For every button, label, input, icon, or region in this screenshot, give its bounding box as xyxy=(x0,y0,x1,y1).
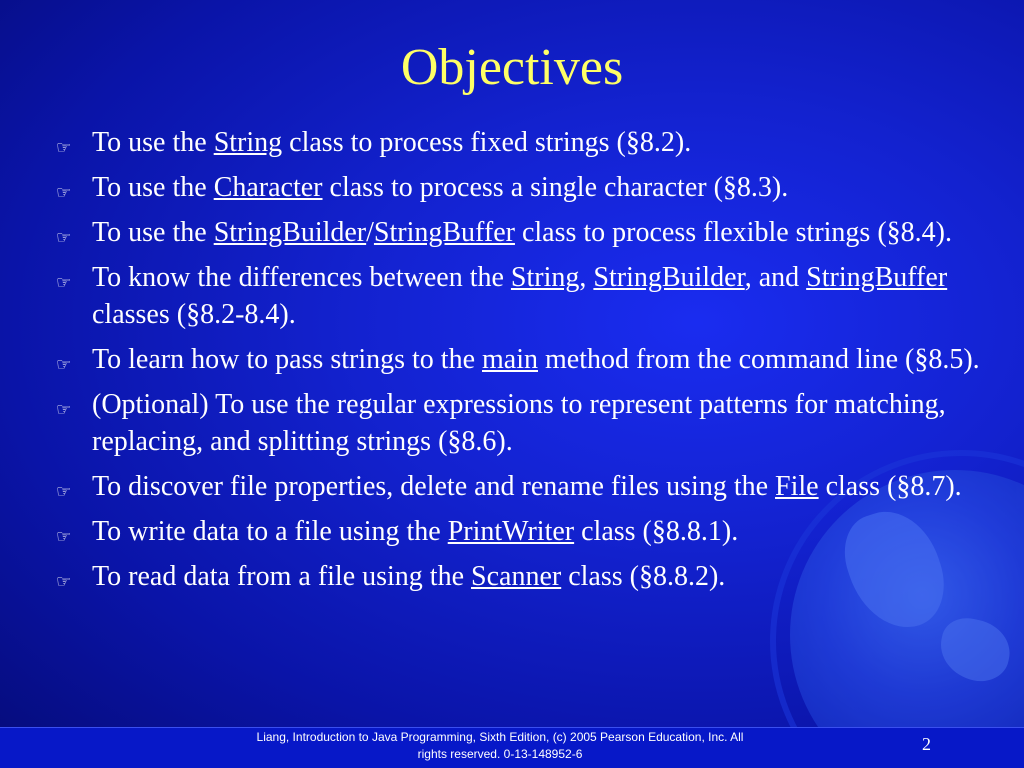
keyword-link[interactable]: main xyxy=(482,344,538,375)
objective-text: , xyxy=(579,262,594,293)
pointing-hand-icon: ☞ xyxy=(56,273,72,293)
objective-text: To write data to a file using the xyxy=(92,516,448,547)
footer-copyright xyxy=(200,729,800,763)
keyword-link[interactable]: String xyxy=(510,262,580,293)
objective-item xyxy=(56,341,1001,378)
globe-land-decoration xyxy=(935,613,1016,686)
slide-title: Objectives xyxy=(400,39,624,96)
pointing-hand-icon: ☞ xyxy=(56,355,72,375)
pointing-hand-icon: ☞ xyxy=(56,572,72,592)
footer-line: Liang, Introduction to Java Programming, Sixth Edition, (c) 2005 Pearson Education, Inc. All xyxy=(256,730,744,744)
objective-text: classes (§8.2-8.4). xyxy=(92,299,296,330)
keyword-link[interactable]: File xyxy=(775,471,819,502)
objectives-list xyxy=(56,124,1001,603)
objective-text: , and xyxy=(744,262,807,293)
objective-text: class to process a single character (§8.3). xyxy=(322,172,789,203)
objective-item xyxy=(56,386,1001,460)
objective-text: To use the xyxy=(92,217,214,248)
pointing-hand-icon: ☞ xyxy=(56,482,72,502)
pointing-hand-icon: ☞ xyxy=(56,138,72,158)
keyword-link[interactable]: String xyxy=(213,127,283,158)
objective-text: To read data from a file using the xyxy=(92,561,472,592)
keyword-link[interactable]: StringBuilder xyxy=(213,217,367,248)
objective-item xyxy=(56,513,1001,550)
objective-text: To know the differences between the xyxy=(92,262,511,293)
footer-line: rights reserved. 0-13-148952-6 xyxy=(417,747,583,761)
pointing-hand-icon: ☞ xyxy=(56,228,72,248)
objective-text: class to process fixed strings (§8.2). xyxy=(282,127,692,158)
objective-text: class (§8.8.1). xyxy=(574,516,739,547)
page-number: 2 xyxy=(922,734,931,754)
objective-text: To use the xyxy=(92,127,214,158)
keyword-link[interactable]: StringBuilder xyxy=(593,262,745,293)
keyword-link[interactable]: StringBuffer xyxy=(806,262,948,293)
objective-item xyxy=(56,124,1001,161)
objective-text: To use the xyxy=(92,172,214,203)
keyword-link[interactable]: Character xyxy=(213,172,323,203)
pointing-hand-icon: ☞ xyxy=(56,527,72,547)
keyword-link[interactable]: Scanner xyxy=(471,561,562,592)
objective-text: class (§8.8.2). xyxy=(561,561,726,592)
keyword-link[interactable]: PrintWriter xyxy=(447,516,575,547)
objective-item xyxy=(56,468,1001,505)
objective-text: To learn how to pass strings to the xyxy=(92,344,482,375)
objective-item xyxy=(56,558,1001,595)
keyword-link[interactable]: StringBuffer xyxy=(373,217,515,248)
objective-text: / xyxy=(366,217,374,248)
objective-item xyxy=(56,214,1001,251)
objective-text: To discover file properties, delete and rename files using the xyxy=(92,471,776,502)
objective-text: (Optional) To use the regular expressions to represent patterns for matching, replacing, and splitting strings (§8.6). xyxy=(92,389,946,457)
objective-item xyxy=(56,259,1001,333)
objective-item xyxy=(56,169,1001,206)
objective-text: class (§8.7). xyxy=(818,471,962,502)
pointing-hand-icon: ☞ xyxy=(56,183,72,203)
objective-text: method from the command line (§8.5). xyxy=(538,344,980,375)
objective-text: class to process flexible strings (§8.4). xyxy=(514,217,952,248)
pointing-hand-icon: ☞ xyxy=(56,400,72,420)
